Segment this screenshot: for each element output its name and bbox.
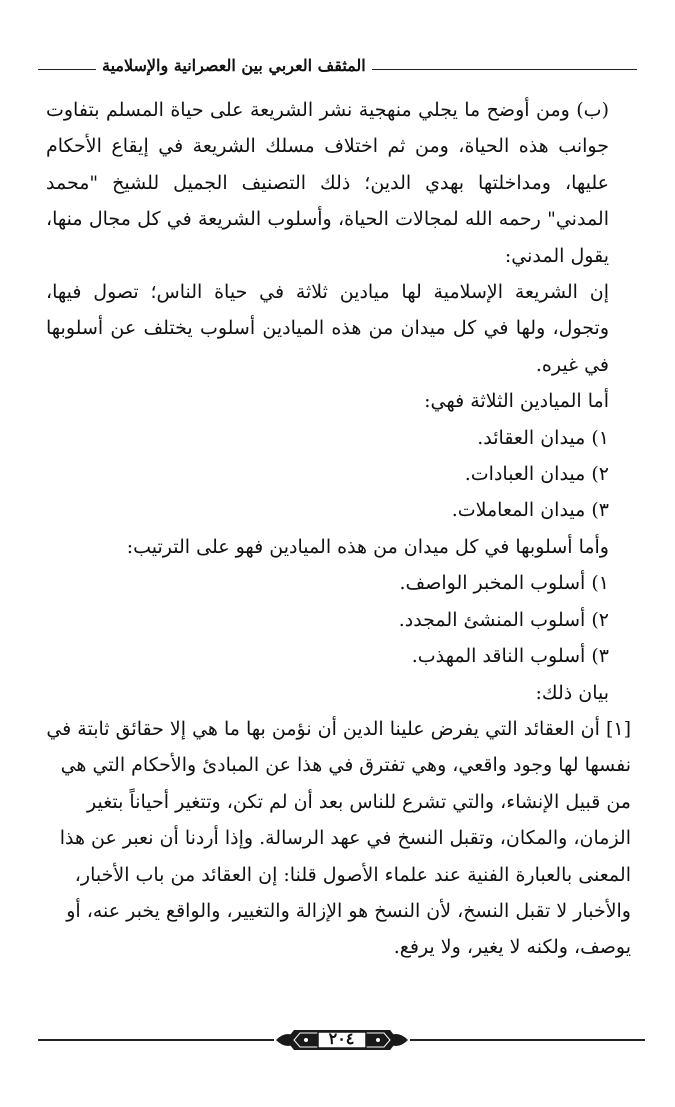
paragraph-point-1: [١] أن العقائد التي يفرض علينا الدين أن نؤمن بها ما هي إلا حقائق ثابتة في نفسها لها وجود واقعي، وهي تفترق في هذا عن المبادئ والأحكام التي هي من قبيل الإنشاء، والتي تشرع للناس بعد أن لم تكن، وتتغير أحياناً بتغير الزمان، والمكان، وتقبل النسخ في عهد الرسالة. وإذا أردنا أن نعبر عن هذا المعنى بالعبارة الفنية عند علماء الأصول قلنا: إن العقائد من باب الأخبار، والأخبار لا تقبل النسخ، لأن النسخ هو الإزالة والتغيير، والواقع يخبر عنه، أو يوصف، ولكنه لا يغير، ولا يرفع.	[46, 717, 631, 959]
list-item-style-1: ١) أسلوب المخبر الواصف.	[399, 572, 609, 595]
list-item-style-3: ٣) أسلوب الناقد المهذب.	[411, 645, 609, 668]
footer-rule-right	[410, 1039, 646, 1041]
list-item-style-2: ٢) أسلوب المنشئ المجدد.	[398, 608, 609, 631]
header-rule-right	[372, 69, 637, 70]
footer-rule-left	[38, 1039, 274, 1041]
list-item-field-2: ٢) ميدان العبادات.	[464, 463, 609, 486]
paragraph-intro: (ب) ومن أوضح ما يجلي منهجية نشر الشريعة على حياة المسلم بتفاوت جوانب هذه الحياة، ومن ثم اختلاف مسلك الشريعة في إيقاع الأحكام عليها، ومداخلتها بهدي الدين؛ ذلك التصنيف الجميل للشيخ "محمد المدني" رحمه الله لمجالات الحياة، وأسلوب الشريعة في كل مجال منها، يقول المدني:	[46, 99, 609, 267]
page-footer	[38, 1024, 645, 1056]
page-body	[46, 92, 631, 966]
paragraph-quote: إن الشريعة الإسلامية لها ميادين ثلاثة في حياة الناس؛ تصول فيها، وتجول، ولها في كل ميدان من هذه الميادين أسلوب يختلف عن أسلوبها في غيره.	[46, 281, 609, 376]
page-number: ٢٠٤	[328, 1029, 355, 1048]
list-item-field-3: ٣) ميدان المعاملات.	[451, 499, 609, 522]
page-number-ornament	[274, 1024, 410, 1056]
paragraph-fields-heading: أما الميادين الثلاثة فهي:	[424, 390, 609, 413]
running-header	[38, 52, 637, 78]
header-rule-left	[38, 69, 96, 70]
paragraph-style-heading: وأما أسلوبها في كل ميدان من هذه الميادين فهو على الترتيب:	[126, 535, 609, 558]
header-title: المثقف العربي بين العصرانية والإسلامية	[102, 55, 366, 75]
list-item-field-1: ١) ميدان العقائد.	[477, 426, 609, 449]
paragraph-explanation-heading: بيان ذلك:	[535, 681, 609, 704]
